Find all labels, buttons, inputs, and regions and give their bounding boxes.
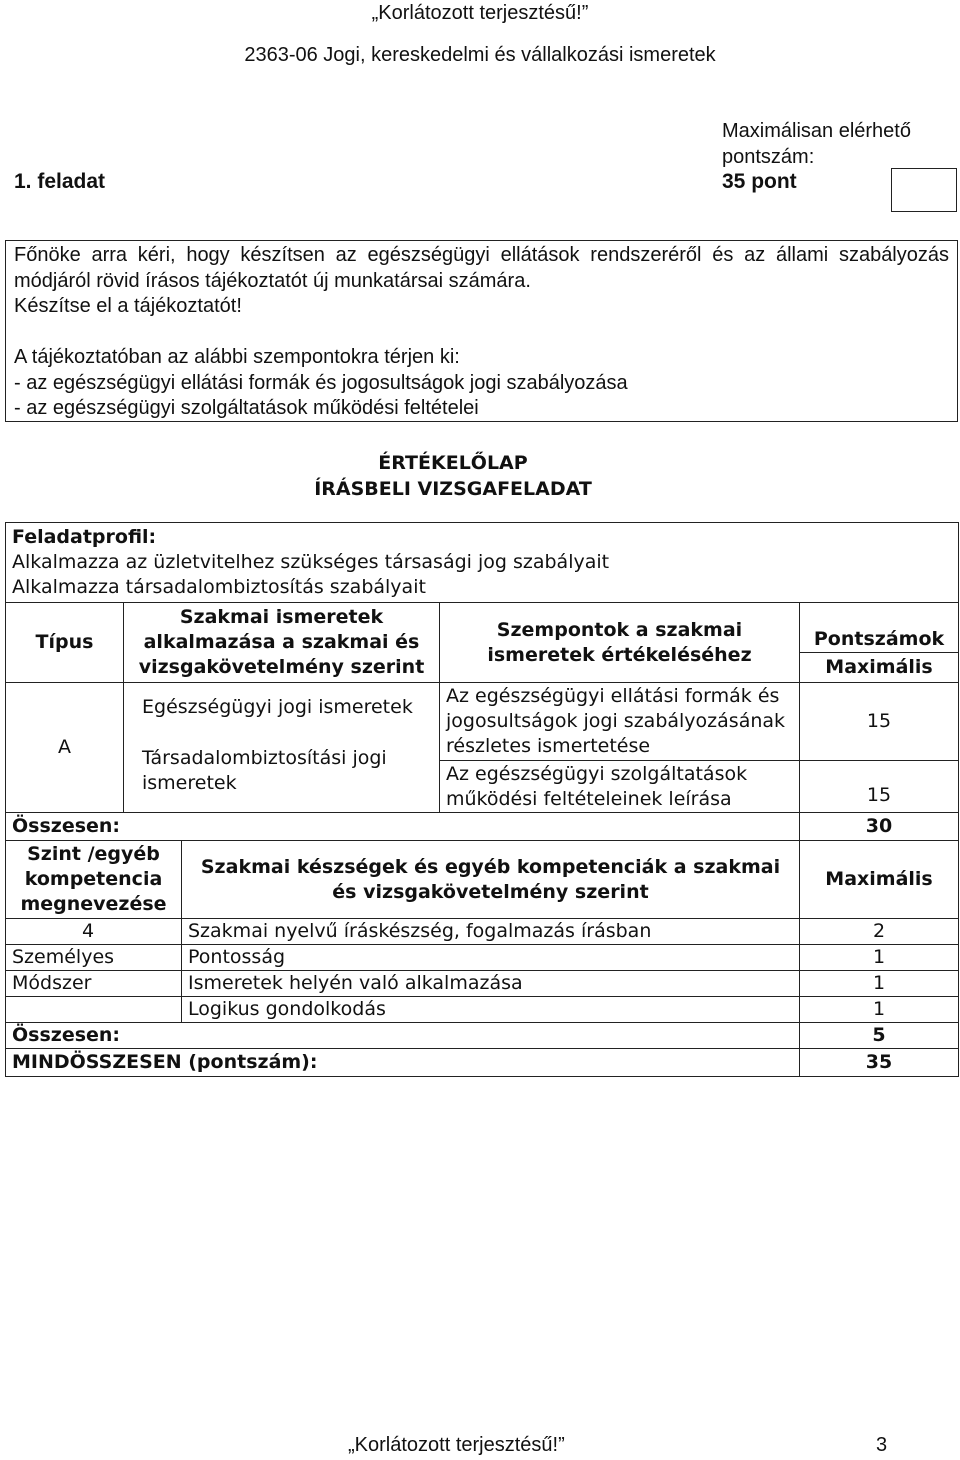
skills-header-row — [6, 841, 959, 919]
evaluation-title-line2: ÍRÁSBELI VIZSGAFELADAT — [314, 478, 592, 500]
level-header: Szint /egyéb kompetencia megnevezése — [6, 841, 182, 919]
max-header: Maximális — [800, 653, 959, 683]
profile-line: Alkalmazza az üzletvitelhez szükséges társasági jog szabályait — [12, 551, 610, 573]
profile-line: Alkalmazza társadalombiztosítás szabályait — [12, 576, 426, 598]
evaluation-title-line1: ÉRTÉKELŐLAP — [378, 452, 528, 474]
skill-level: Személyes — [6, 945, 182, 971]
skill-points: 2 — [800, 919, 959, 945]
skills-header: Szakmai készségek és egyéb kompetenciák a szakmai és vizsgakövetelmény szerint — [182, 841, 800, 919]
evaluation-title — [0, 450, 906, 502]
skill-row — [6, 945, 959, 971]
header-row — [6, 603, 959, 653]
knowledge-header: Szakmai ismeretek alkalmazása a szakmai és vizsgakövetelmény szerint — [124, 603, 440, 683]
skill-name: Ismeretek helyén való alkalmazása — [182, 971, 800, 997]
skill-row — [6, 971, 959, 997]
profile-cell — [6, 523, 959, 603]
skill-level: 4 — [6, 919, 182, 945]
total-value: 35 — [800, 1049, 959, 1077]
points-header: Pontszámok — [800, 603, 959, 653]
subtotal-value: 5 — [800, 1023, 959, 1049]
task-title: 1. feladat — [14, 170, 106, 193]
task-bullet: - az egészségügyi ellátási formák és jogosultságok jogi szabályozása — [14, 371, 628, 394]
skill-row — [6, 997, 959, 1023]
criteria-header: Szempontok a szakmai ismeretek értékeléséhez — [440, 603, 800, 683]
criteria-text: Az egészségügyi ellátási formák és jogosultságok jogi szabályozásának részletes ismertetése — [440, 683, 800, 761]
skill-row — [6, 919, 959, 945]
criteria-text: Az egészségügyi szolgáltatások működési feltételeinek leírása — [440, 761, 800, 813]
skill-points: 1 — [800, 945, 959, 971]
task-paragraph: Főnöke arra kéri, hogy készítsen az egészségügyi ellátások rendszeréről és az állami szabályozás módjáról rövid írásos tájékoztatót új munkatársai számára. — [14, 244, 949, 292]
knowledge-cell — [124, 683, 440, 813]
skill-points: 1 — [800, 971, 959, 997]
score-entry-box[interactable] — [891, 168, 957, 212]
max-points-value: 35 pont — [722, 170, 797, 193]
total-row — [6, 1049, 959, 1077]
criteria-row — [6, 683, 959, 761]
skill-name: Pontosság — [182, 945, 800, 971]
subject-header: 2363-06 Jogi, kereskedelmi és vállalkozási ismeretek — [244, 44, 716, 66]
restriction-header: „Korlátozott terjesztésű!” — [371, 2, 589, 24]
criteria-points: 15 — [800, 683, 959, 761]
task-intro: A tájékoztatóban az alábbi szempontokra térjen ki: — [14, 346, 460, 368]
task-bullet: - az egészségügyi szolgáltatások működési feltételei — [14, 397, 479, 419]
criteria-points: 15 — [800, 761, 959, 813]
skill-name: Szakmai nyelvű íráskészség, fogalmazás írásban — [182, 919, 800, 945]
subtotal-row — [6, 813, 959, 841]
subtotal-label: Összesen: — [6, 813, 800, 841]
total-label: MINDÖSSZESEN (pontszám): — [6, 1049, 800, 1077]
skill-level: Módszer — [6, 971, 182, 997]
profile-label: Feladatprofil: — [12, 526, 157, 548]
restriction-footer: „Korlátozott terjesztésű!” — [348, 1434, 565, 1456]
skill-points: 1 — [800, 997, 959, 1023]
page-number: 3 — [876, 1434, 888, 1456]
skill-level — [6, 997, 182, 1023]
skills-max-header: Maximális — [800, 841, 959, 919]
subtotal-row — [6, 1023, 959, 1049]
task-instruction: Készítse el a tájékoztatót! — [14, 295, 242, 317]
profile-row — [6, 523, 959, 603]
subtotal-label: Összesen: — [6, 1023, 800, 1049]
knowledge-item: Egészségügyi jogi ismeretek — [142, 696, 413, 718]
skill-name: Logikus gondolkodás — [182, 997, 800, 1023]
task-description-box — [5, 240, 958, 422]
max-points-label: Maximálisan elérhető pontszám: — [722, 120, 911, 168]
subtotal-value: 30 — [800, 813, 959, 841]
type-header: Típus — [6, 603, 124, 683]
knowledge-item: Társadalombiztosítási jogi ismeretek — [142, 747, 387, 794]
evaluation-table — [5, 522, 959, 1077]
type-value: A — [6, 683, 124, 813]
